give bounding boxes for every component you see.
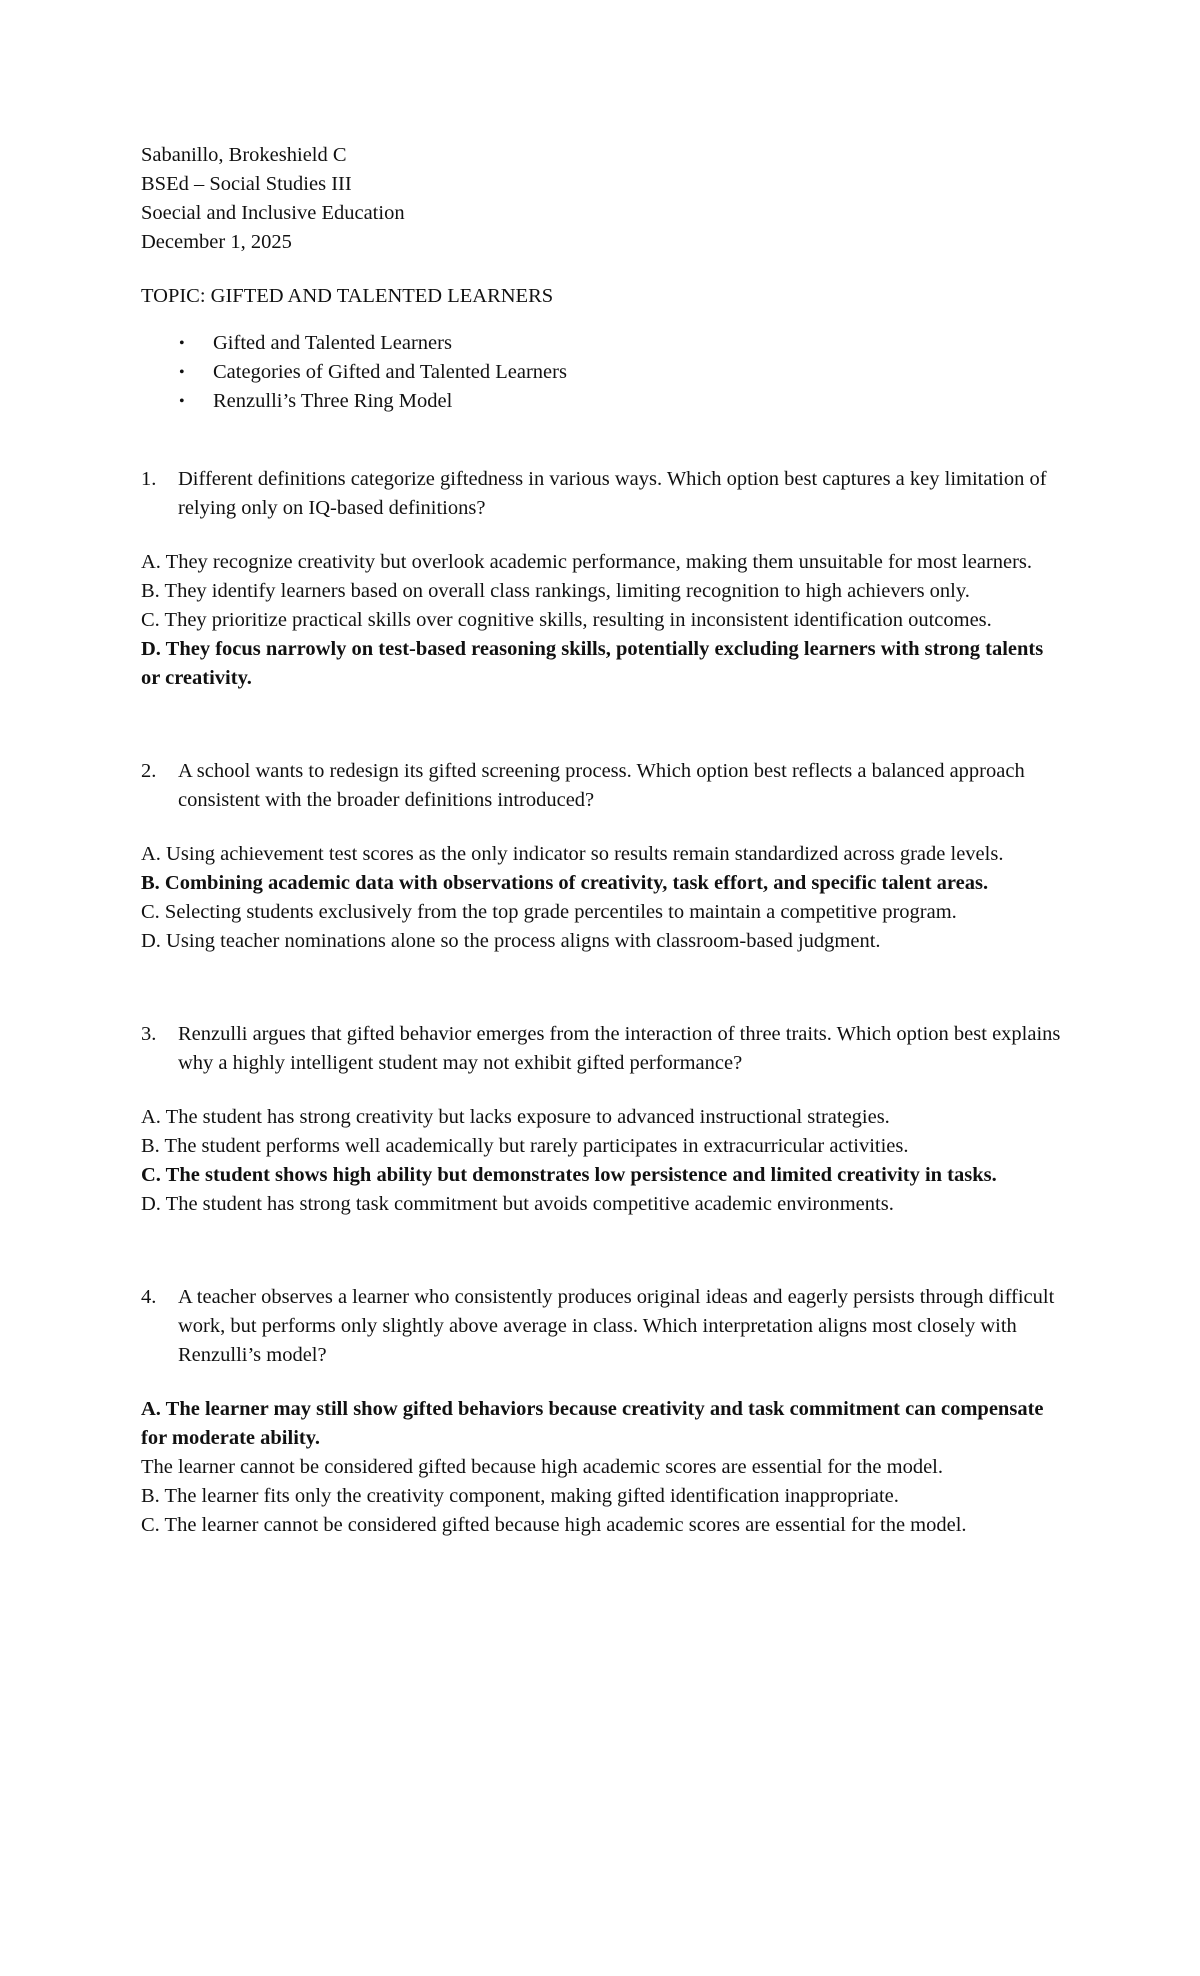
- option-c: C. The learner cannot be considered gifted because high academic scores are essential for the model.: [141, 1514, 967, 1536]
- question-text: A teacher observes a learner who consistently produces original ideas and eagerly persists through difficult work, but performs only slightly above average in class. Which interpretation aligns most closely with Renzulli’s model?: [178, 1286, 1055, 1366]
- option-d-correct-answer: D. They focus narrowly on test-based reasoning skills, potentially excluding learners with strong talents or creativity.: [141, 638, 1044, 689]
- question-text: Different definitions categorize giftedness in various ways. Which option best captures a key limitation of relying only on IQ-based definitions?: [178, 468, 1047, 519]
- option-b: B. The student performs well academically but rarely participates in extracurricular activities.: [141, 1135, 909, 1157]
- option-d: D. The student has strong task commitment but avoids competitive academic environments.: [141, 1193, 894, 1215]
- question-number: 1.: [141, 468, 157, 490]
- option-a: A. The student has strong creativity but lacks exposure to advanced instructional strategies.: [141, 1106, 890, 1128]
- question-block: [141, 1283, 1061, 1540]
- bullet-icon: •: [179, 335, 185, 352]
- list-item: [141, 329, 1061, 358]
- list-item: [141, 358, 1061, 387]
- question-text: A school wants to redesign its gifted screening process. Which option best reflects a balanced approach consistent with the broader definitions introduced?: [178, 760, 1025, 811]
- option-c: C. They prioritize practical skills over cognitive skills, resulting in inconsistent identification outcomes.: [141, 609, 992, 631]
- option-list: [141, 1395, 1061, 1540]
- topic-item-label: Categories of Gifted and Talented Learners: [213, 361, 567, 383]
- option-list: [141, 840, 1061, 956]
- document-content: [141, 141, 1061, 1540]
- option-a: A. Using achievement test scores as the only indicator so results remain standardized across grade levels.: [141, 843, 1004, 865]
- question-block: [141, 757, 1061, 956]
- topic-item-label: Renzulli’s Three Ring Model: [213, 390, 453, 412]
- option-c: C. Selecting students exclusively from the top grade percentiles to maintain a competitive program.: [141, 901, 957, 923]
- question-number: 3.: [141, 1023, 157, 1045]
- question-number: 2.: [141, 760, 157, 782]
- topic-heading: TOPIC: GIFTED AND TALENTED LEARNERS: [141, 285, 554, 307]
- bullet-icon: •: [179, 364, 185, 381]
- question-stem: [141, 1283, 1061, 1370]
- list-item: [141, 387, 1061, 416]
- question-stem: [141, 757, 1061, 815]
- option-unlettered: The learner cannot be considered gifted because high academic scores are essential for the model.: [141, 1456, 943, 1478]
- topic-item-label: Gifted and Talented Learners: [213, 332, 452, 354]
- option-list: [141, 548, 1061, 693]
- student-name: Sabanillo, Brokeshield C: [141, 144, 347, 166]
- header-block: [141, 141, 1061, 257]
- option-a: A. They recognize creativity but overlook academic performance, making them unsuitable for most learners.: [141, 551, 1033, 573]
- option-a-correct-answer: A. The learner may still show gifted behaviors because creativity and task commitment can compensate for moderate ability.: [141, 1398, 1044, 1449]
- option-b: B. They identify learners based on overall class rankings, limiting recognition to high achievers only.: [141, 580, 970, 602]
- question-number: 4.: [141, 1286, 157, 1308]
- question-text: Renzulli argues that gifted behavior emerges from the interaction of three traits. Which option best explains why a highly intelligent student may not exhibit gifted performance?: [178, 1023, 1061, 1074]
- question-stem: [141, 1020, 1061, 1078]
- option-d: D. Using teacher nominations alone so the process aligns with classroom-based judgment.: [141, 930, 881, 952]
- question-stem: [141, 465, 1061, 523]
- option-list: [141, 1103, 1061, 1219]
- topic-list: [141, 329, 1061, 416]
- option-b: B. The learner fits only the creativity component, making gifted identification inappropriate.: [141, 1485, 899, 1507]
- option-b-correct-answer: B. Combining academic data with observations of creativity, task effort, and specific talent areas.: [141, 872, 989, 894]
- question-block: [141, 465, 1061, 693]
- course-title: Soecial and Inclusive Education: [141, 202, 405, 224]
- option-c-correct-answer: C. The student shows high ability but demonstrates low persistence and limited creativity in tasks.: [141, 1164, 997, 1186]
- program: BSEd – Social Studies III: [141, 173, 352, 195]
- bullet-icon: •: [179, 393, 185, 410]
- date: December 1, 2025: [141, 231, 292, 253]
- question-block: [141, 1020, 1061, 1219]
